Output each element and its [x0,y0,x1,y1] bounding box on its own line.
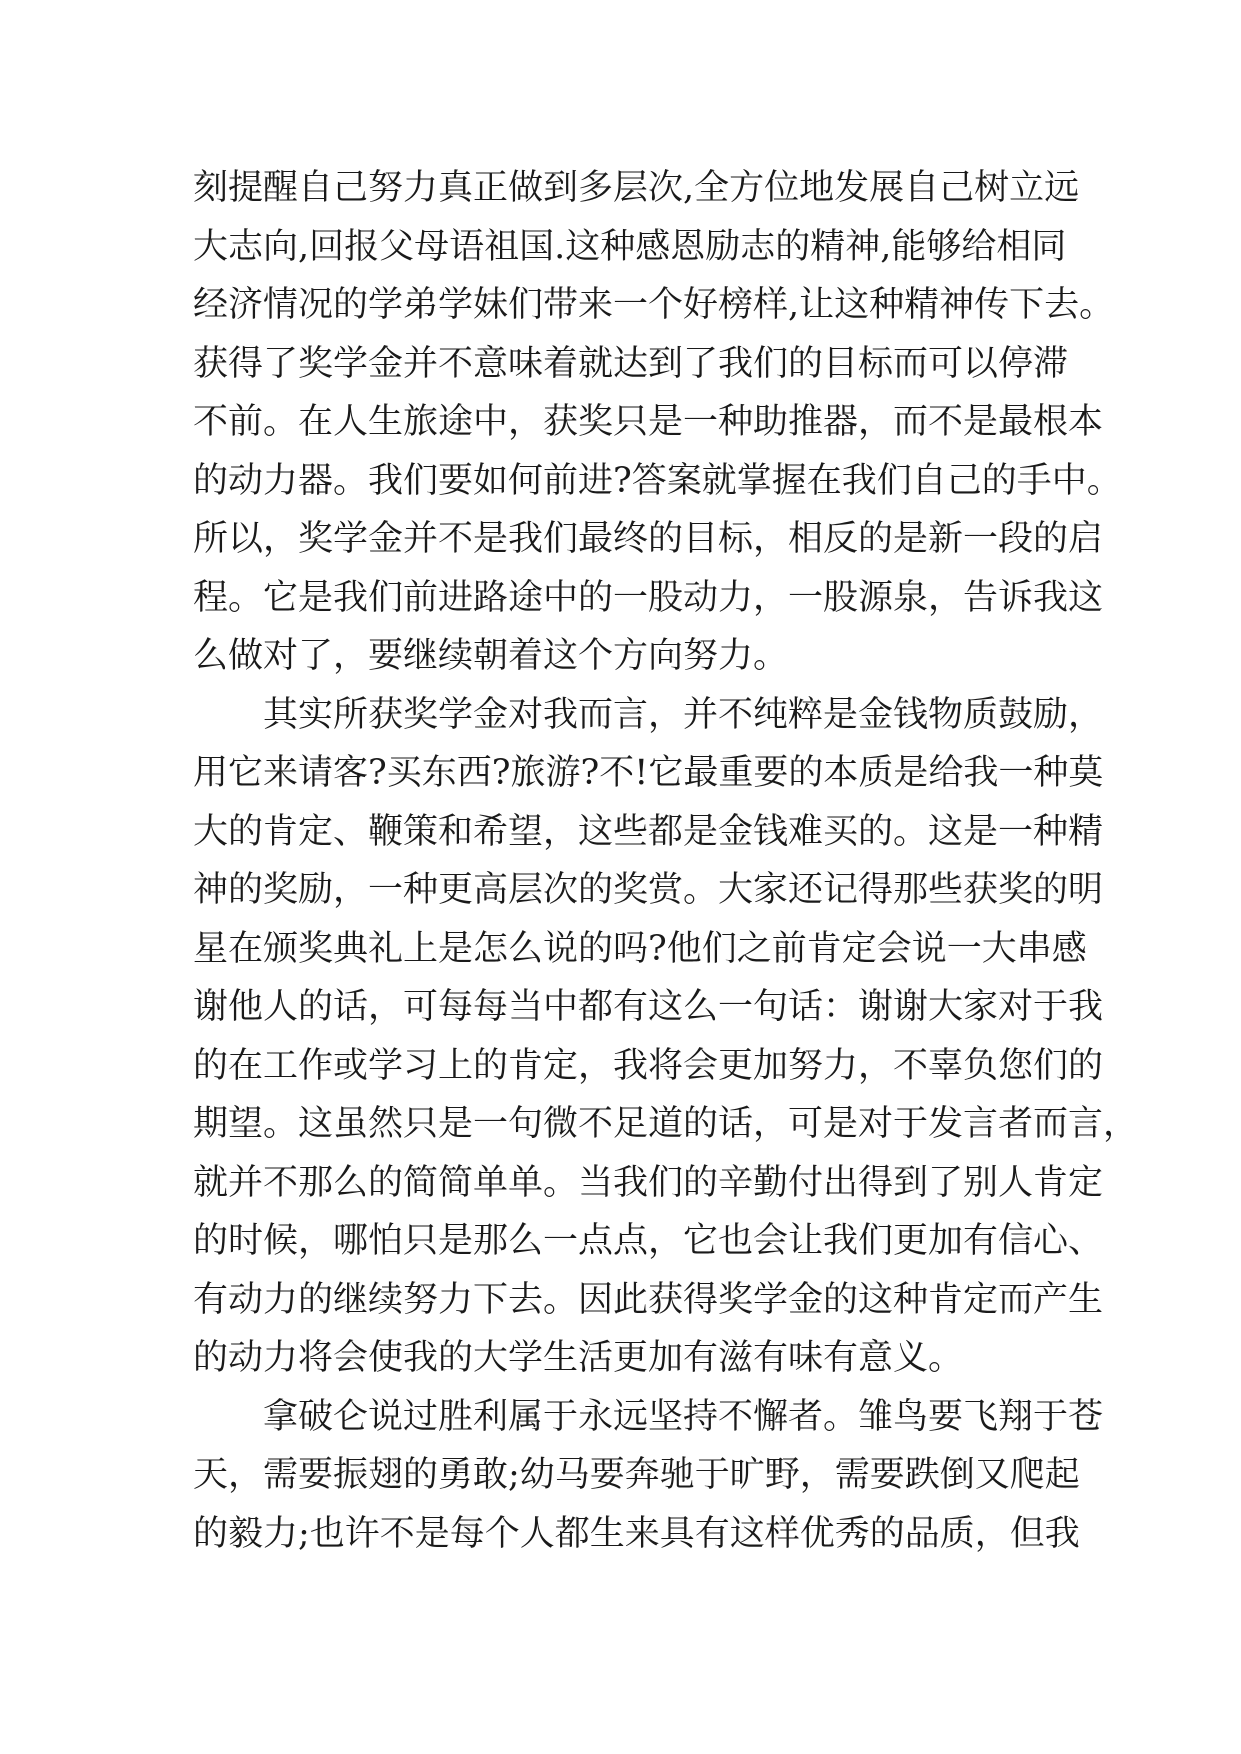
text-line: 天，需要振翅的勇敢;幼马要奔驰于旷野，需要跌倒又爬起 [193,1455,1080,1495]
text-line: 大志向,回报父母语祖国.这种感恩励志的精神,能够给相同 [193,226,1067,267]
text-line: 获得了奖学金并不意味着就达到了我们的目标而可以停滞 [193,343,1069,384]
paragraph-start-line: 其实所获奖学金对我而言，并不纯粹是金钱物质鼓励， [263,694,1104,735]
text-line: 有动力的继续努力下去。因此获得奖学金的这种肯定而产生 [193,1279,1104,1320]
text-line: 经济情况的学弟学妹们带来一个好榜样,让这种精神传下去。 [193,285,1115,325]
text-line: 星在颁奖典礼上是怎么说的吗?他们之前肯定会说一大串感 [193,928,1087,969]
paragraph-start-line: 拿破仑说过胜利属于永远坚持不懈者。雏鸟要飞翔于苍 [263,1396,1104,1437]
text-line: 谢他人的话，可每每当中都有这么一句话：谢谢大家对于我 [193,987,1104,1027]
text-line: 的时候，哪怕只是那么一点点，它也会让我们更加有信心、 [193,1221,1104,1261]
text-line: 刻提醒自己努力真正做到多层次,全方位地发展自己树立远 [193,168,1080,208]
text-line: 的在工作或学习上的肯定，我将会更加努力，不辜负您们的 [193,1045,1104,1086]
text-line: 就并不那么的简简单单。当我们的辛勤付出得到了别人肯定 [193,1162,1104,1203]
text-line: 用它来请客?买东西?旅游?不!它最重要的本质是给我一种莫 [193,753,1104,793]
body-text [193,159,1139,1563]
text-line: 程。它是我们前进路途中的一股动力，一股源泉，告诉我这 [193,577,1104,618]
text-line: 所以，奖学金并不是我们最终的目标，相反的是新一段的启 [193,519,1104,559]
text-line: 不前。在人生旅途中，获奖只是一种助推器，而不是最根本 [193,402,1104,442]
paragraph-end-line: 的动力将会使我的大学生活更加有滋有味有意义。 [193,1338,964,1378]
text-line: 期望。这虽然只是一句微不足道的话，可是对于发言者而言， [193,1104,1139,1144]
text-line: 神的奖励，一种更高层次的奖赏。大家还记得那些获奖的明 [193,870,1104,910]
text-line: 的动力器。我们要如何前进?答案就掌握在我们自己的手中。 [193,460,1122,501]
paragraph-end-line: 么做对了，要继续朝着这个方向努力。 [193,636,789,676]
text-line: 的毅力;也许不是每个人都生来具有这样优秀的品质，但我 [193,1513,1080,1554]
text-line: 大的肯定、鞭策和希望，这些都是金钱难买的。这是一种精 [193,811,1104,852]
